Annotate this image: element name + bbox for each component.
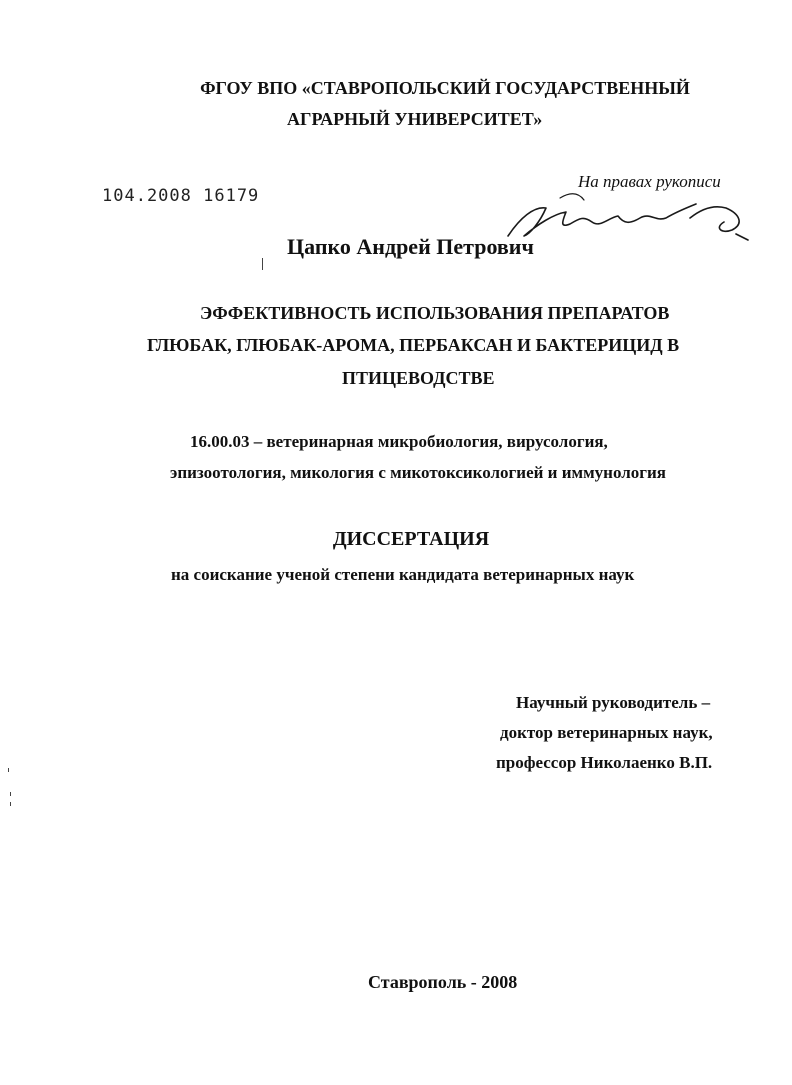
handwritten-signature <box>500 178 770 253</box>
specialty-line1: 16.00.03 – ветеринарная микробиология, вирусология, <box>190 432 608 451</box>
document-type-heading: ДИССЕРТАЦИЯ <box>332 528 490 550</box>
place-and-year: Ставрополь - 2008 <box>368 972 518 992</box>
dissertation-title-line1: ЭФФЕКТИВНОСТЬ ИСПОЛЬЗОВАНИЯ ПРЕПАРАТОВ <box>200 303 670 323</box>
specialty-line2: эпизоотология, микология с микотоксикологией и иммунология <box>170 463 666 482</box>
scan-mark <box>8 768 9 772</box>
manuscript-rights-label: На правах рукописи <box>578 172 721 191</box>
scan-mark <box>262 258 263 270</box>
advisor-name: профессор Николаенко В.П. <box>496 753 713 772</box>
advisor-degree: доктор ветеринарных наук, <box>500 723 713 742</box>
scan-mark <box>10 802 11 806</box>
archive-number-stamp: 104.2008 16179 <box>102 186 260 206</box>
scan-mark <box>10 792 11 796</box>
degree-description: на соискание ученой степени кандидата ветеринарных наук <box>171 565 635 584</box>
institution-name-line1: ФГОУ ВПО «СТАВРОПОЛЬСКИЙ ГОСУДАРСТВЕННЫЙ <box>200 78 690 98</box>
advisor-role: Научный руководитель – <box>516 693 711 712</box>
institution-name-line2: АГРАРНЫЙ УНИВЕРСИТЕТ» <box>287 109 543 129</box>
dissertation-title-line3: ПТИЦЕВОДСТВЕ <box>342 368 495 388</box>
author-name: Цапко Андрей Петрович <box>287 234 534 259</box>
dissertation-title-line2: ГЛЮБАК, ГЛЮБАК-АРОМА, ПЕРБАКСАН И БАКТЕРИЦИД В <box>147 335 680 355</box>
